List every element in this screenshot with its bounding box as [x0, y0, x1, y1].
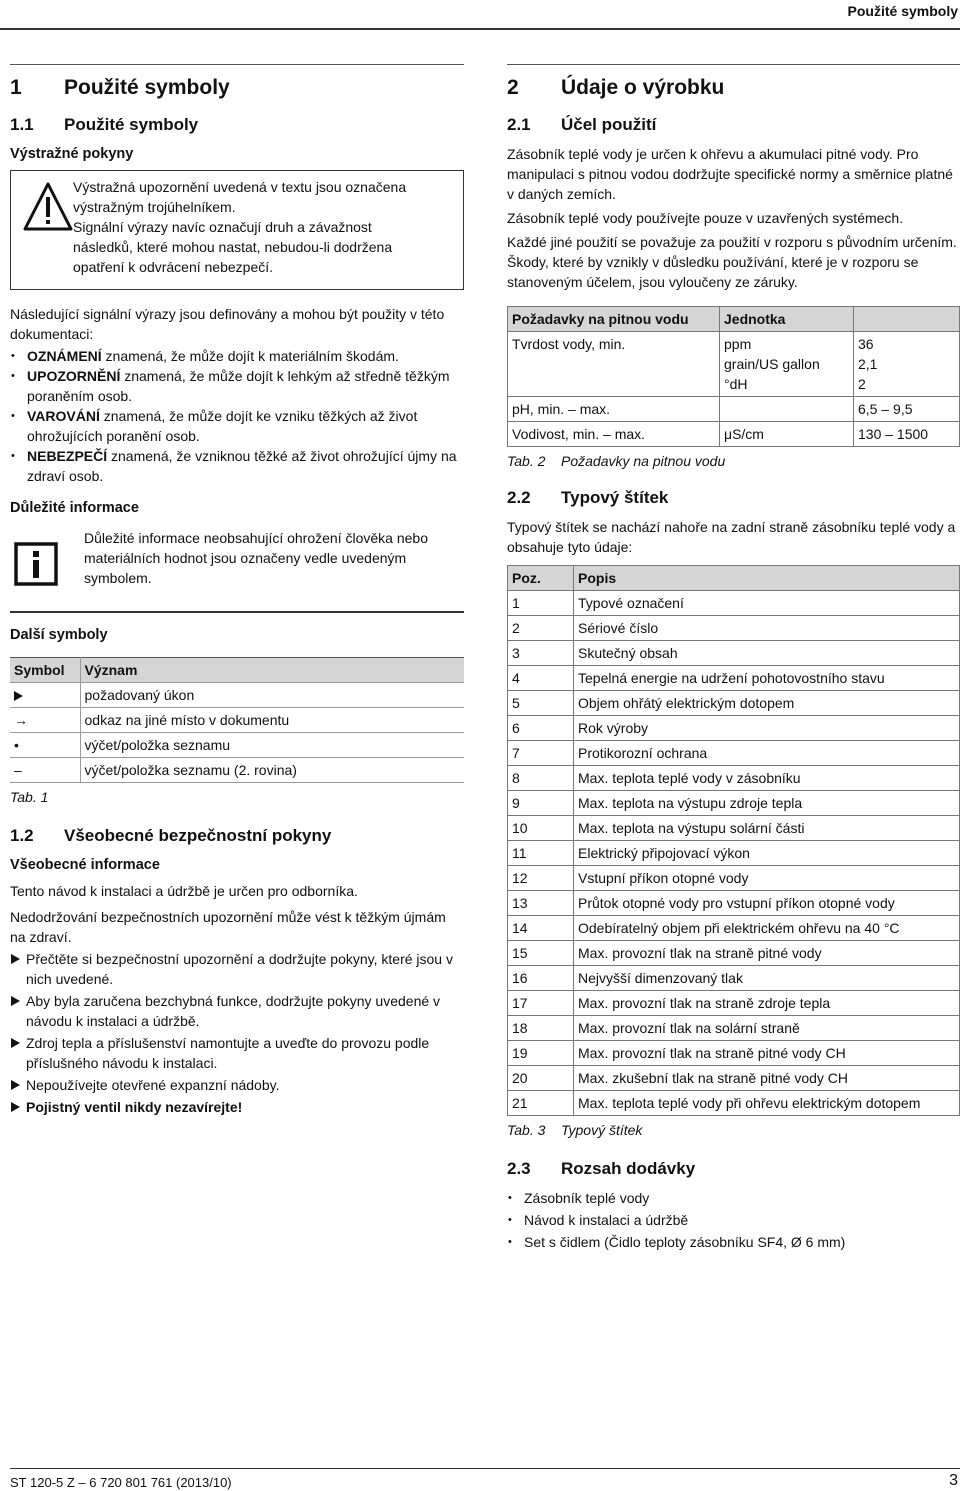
- table-row: 11 Elektrický připojovací výkon: [508, 841, 960, 866]
- important-text: Důležité informace neobsahující ohrožení člověka nebo materiálních hodnot jsou označeny vedle uvedeným symbolem.: [84, 530, 428, 586]
- table-row: 1 Typové označení: [508, 591, 960, 616]
- rating-plate-table: Poz. Popis 1 Typové označení 2 Sériové číslo 3 Skutečný obsah 4 Tepelná energie na udržení pohotovostního stavu 5 Objem ohřátý elektrickým dotopem 6 Rok výroby 7 Protikorozní ochrana 8 Max. teplota teplé vody v zásobníku 9 Max. teplota na výstupu zdroje tepla 10 Max. teplota na výstupu solární části 11 Elektrický připojovací výkon 12 Vstupní příkon otopné vody 13 Průtok otopné vody pro vstupní příkon otopné vody 14 Odebíratelný objem při elektrickém ohřevu na 40 °C 15 Max. provozní tlak na straně pitné vody 16 Nejvyšší dimenzovaný tlak 17 Max. provozní tlak na straně zdroje tepla 18 Max. provozní tlak na solární straně 19 Max. provozní tlak na straně pitné vody CH 20 Max. zkušební tlak na straně pitné vody CH 21 Max. teplota teplé vody při ohřevu elektrickým dotopem: [507, 565, 960, 1116]
- water-requirements-table: Požadavky na pitnou vodu Jednotka Tvrdost vody, min. ppm grain/US gallon °dH 36 2,1 2 pH, min. – max. 6,5 – 9,5 Vodivost, min. – max. μS/cm 130 – 1500: [507, 306, 960, 447]
- table-row: 13 Průtok otopné vody pro vstupní příkon otopné vody: [508, 891, 960, 916]
- page-footer: [10, 1468, 960, 1490]
- table-row: Vodivost, min. – max. μS/cm 130 – 1500: [508, 422, 960, 447]
- symbol-table: Symbol Význam požadovaný úkon → odkaz na jiné místo v dokumentu • výčet/položka seznamu – výčet/položka seznamu (2. rovina): [10, 657, 464, 783]
- action-arrow-icon: [14, 691, 23, 701]
- list-item: • OZNÁMENÍ znamená, že může dojít k materiálním škodám.: [10, 346, 464, 366]
- table-row: 18 Max. provozní tlak na solární straně: [508, 1016, 960, 1041]
- signal-intro: Následující signální výrazy jsou definovány a mohou být použity v této dokumentaci:: [10, 306, 445, 342]
- list-item: • Návod k instalaci a údržbě: [507, 1210, 960, 1230]
- section-1-1-heading: 1.1 Použité symboly: [10, 115, 199, 134]
- list-item: Nepoužívejte otevřené expanzní nádoby.: [10, 1075, 464, 1095]
- list-item: Pojistný ventil nikdy nezavírejte!: [10, 1097, 464, 1117]
- section-2-1-heading: 2.1 Účel použití: [507, 115, 657, 134]
- signal-list: [10, 346, 464, 486]
- warnbox-line: opatření k odvrácení nebezpečí.: [73, 259, 274, 275]
- list-item: Přečtěte si bezpečnostní upozornění a dodržujte pokyny, které jsou v nich uvedené.: [10, 949, 464, 989]
- general-p2: Nedodržování bezpečnostních upozornění může vést k těžkým újmám na zdraví.: [10, 909, 446, 945]
- table-row: 8 Max. teplota teplé vody v zásobníku: [508, 766, 960, 791]
- table-row: 19 Max. provozní tlak na straně pitné vody CH: [508, 1041, 960, 1066]
- info-icon: [14, 542, 58, 586]
- right-column: [507, 64, 960, 1254]
- section-2-3-heading: 2.3 Rozsah dodávky: [507, 1159, 696, 1178]
- table-caption: Tab. 2 Požadavky na pitnou vodu: [507, 453, 726, 469]
- important-heading: Důležité informace: [10, 500, 139, 516]
- table-row: 2 Sériové číslo: [508, 616, 960, 641]
- table-row: Tvrdost vody, min. ppm grain/US gallon °dH 36 2,1 2: [508, 332, 960, 397]
- delivery-list: [507, 1188, 960, 1252]
- use-p1: Zásobník teplé vody je určen k ohřevu a akumulaci pitné vody. Pro manipulaci s pitnou vodou dodržujte specifické normy a směrnice platné v daných zemích.: [507, 146, 953, 202]
- table-row: 3 Skutečný obsah: [508, 641, 960, 666]
- list-item: • UPOZORNĚNÍ znamená, že může dojít k lehkým až středně těžkým poraněním osob.: [10, 366, 464, 406]
- table-row: 14 Odebíratelný objem při elektrickém ohřevu na 40 °C: [508, 916, 960, 941]
- list-item: Zdroj tepla a příslušenství namontujte a uveďte do provozu podle příslušného návodu k instalaci.: [10, 1033, 464, 1073]
- list-item: • Zásobník teplé vody: [507, 1188, 960, 1208]
- page-header: [0, 0, 960, 30]
- table-row: 15 Max. provozní tlak na straně pitné vody: [508, 941, 960, 966]
- list-item: • NEBEZPEČÍ znamená, že vzniknou těžké až život ohrožující újmy na zdraví osob.: [10, 446, 464, 486]
- table-row: 17 Max. provozní tlak na straně zdroje tepla: [508, 991, 960, 1016]
- table-caption: Tab. 1: [10, 789, 49, 805]
- running-title: Použité symboly: [847, 3, 958, 19]
- warnbox-line: Signální výrazy navíc označují druh a závažnost: [73, 219, 372, 235]
- chapter-2-heading: 2 Údaje o výrobku: [507, 64, 960, 110]
- table-row: → odkaz na jiné místo v dokumentu: [10, 708, 464, 733]
- section-2-2-heading: 2.2 Typový štítek: [507, 488, 669, 507]
- table-row: 21 Max. teplota teplé vody při ohřevu elektrickým dotopem: [508, 1091, 960, 1116]
- general-heading: Všeobecné informace: [10, 857, 160, 873]
- list-item: • VAROVÁNÍ znamená, že může dojít ke vzniku těžkých až život ohrožujících poranění osob.: [10, 406, 464, 446]
- plate-intro: Typový štítek se nachází nahoře na zadní straně zásobníku teplé vody a obsahuje tyto údaje:: [507, 519, 956, 555]
- page-number: 3: [949, 1472, 958, 1489]
- warning-box: [10, 170, 464, 290]
- info-box: [10, 528, 464, 613]
- list-item: • Set s čidlem (Čidlo teploty zásobníku SF4, Ø 6 mm): [507, 1232, 960, 1252]
- table-row: 5 Objem ohřátý elektrickým dotopem: [508, 691, 960, 716]
- table-row: 12 Vstupní příkon otopné vody: [508, 866, 960, 891]
- table-row: – výčet/položka seznamu (2. rovina): [10, 758, 464, 783]
- table-caption: Tab. 3 Typový štítek: [507, 1122, 643, 1138]
- action-list: [10, 949, 464, 1117]
- chapter-1-heading: 1 Použité symboly: [10, 64, 464, 110]
- warnbox-line: výstražným trojúhelníkem.: [73, 199, 236, 215]
- table-row: 7 Protikorozní ochrana: [508, 741, 960, 766]
- table-row: 16 Nejvyšší dimenzovaný tlak: [508, 966, 960, 991]
- table-row: • výčet/položka seznamu: [10, 733, 464, 758]
- left-column: [10, 64, 464, 1119]
- table-row: 20 Max. zkušební tlak na straně pitné vody CH: [508, 1066, 960, 1091]
- warnbox-line: následků, které mohou nastat, nebudou-li dodržena: [73, 239, 393, 255]
- document-reference: ST 120-5 Z – 6 720 801 761 (2013/10): [10, 1475, 232, 1490]
- general-p1: Tento návod k instalaci a údržbě je určen pro odborníka.: [10, 883, 358, 899]
- warnbox-line: Výstražná upozornění uvedená v textu jsou označena: [73, 179, 407, 195]
- table-row: 10 Max. teplota na výstupu solární části: [508, 816, 960, 841]
- table-row: 6 Rok výroby: [508, 716, 960, 741]
- table-row: 9 Max. teplota na výstupu zdroje tepla: [508, 791, 960, 816]
- use-p3: Každé jiné použití se považuje za použití v rozporu s původním určením. Škody, které by vznikly v důsledku používání, které je v rozporu se stanoveným účelem, jsou vyloučeny ze záruky.: [507, 234, 957, 290]
- table-row: požadovaný úkon: [10, 683, 464, 708]
- table-row: pH, min. – max. 6,5 – 9,5: [508, 397, 960, 422]
- warning-triangle-icon: [23, 181, 73, 233]
- section-1-2-heading: 1.2 Všeobecné bezpečnostní pokyny: [10, 826, 332, 845]
- warnings-heading: Výstražné pokyny: [10, 146, 134, 162]
- table-row: 4 Tepelná energie na udržení pohotovostního stavu: [508, 666, 960, 691]
- list-item: Aby byla zaručena bezchybná funkce, dodržujte pokyny uvedené v návodu k instalaci a údržbě.: [10, 991, 464, 1031]
- other-symbols-heading: Další symboly: [10, 627, 108, 643]
- use-p2: Zásobník teplé vody používejte pouze v uzavřených systémech.: [507, 210, 904, 226]
